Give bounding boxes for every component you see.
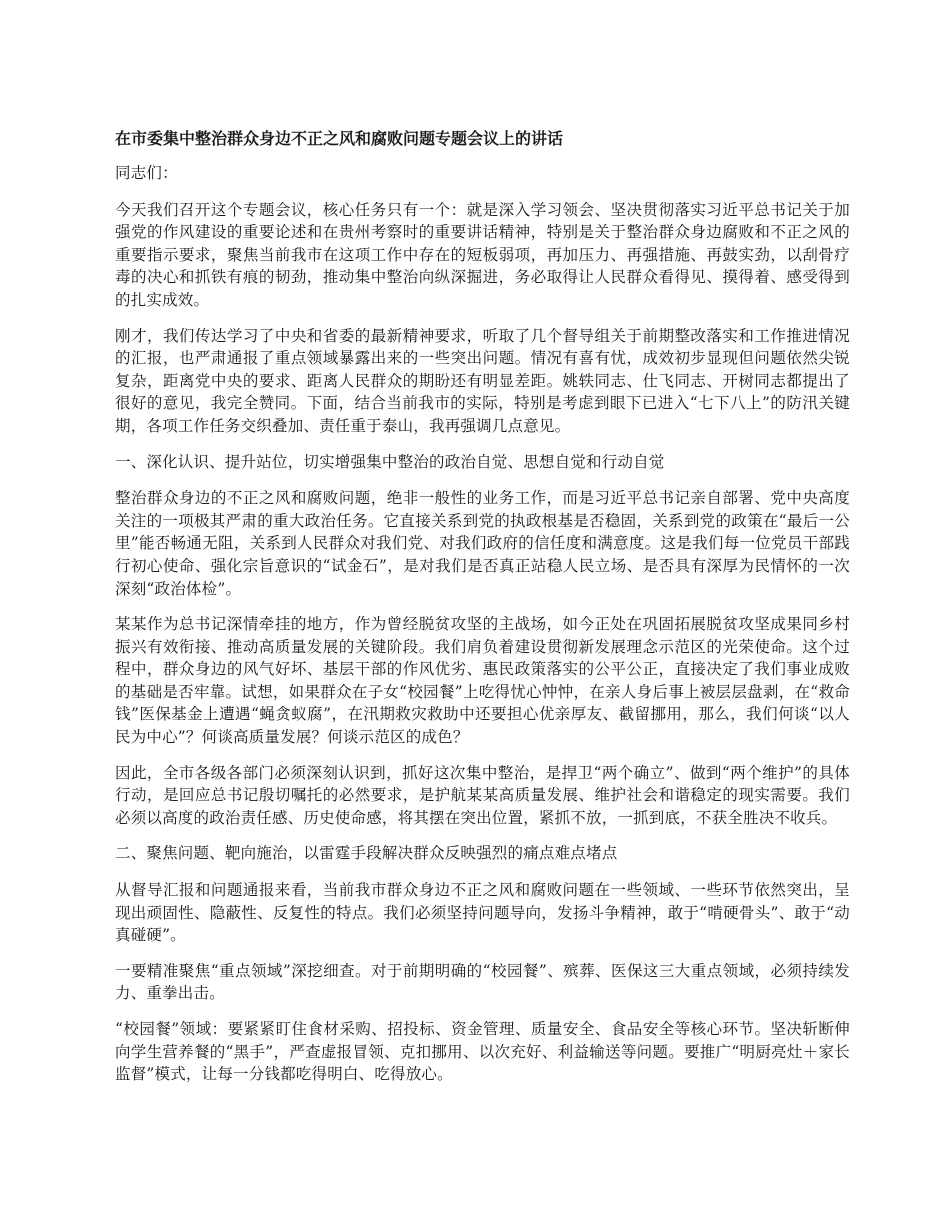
document-title: 在市委集中整治群众身边不正之风和腐败问题专题会议上的讲话: [115, 129, 564, 148]
section-2-heading: 二、聚焦问题、靶向施治，以雷霆手段解决群众反映强烈的痛点难点堵点: [115, 844, 618, 863]
salutation: 同志们：: [115, 164, 178, 182]
section-1-paragraph-2: 某某作为总书记深情牵挂的地方，作为曾经脱贫攻坚的主战场，如今正处在巩固拓展脱贫攻坚成果同乡村振兴有效衔接、推动高质量发展的关键阶段。我们肩负着建设贯彻新发展理念示范区的光荣使命。这个过程中，群众身边的风气好坏、基层干部的作风优劣、惠民政策落实的公平公正，直接决定了我们事业成败的基础是否牢靠。试想，如果群众在子女“校园餐”上吃得忧心忡忡，在亲人身后事上被层层盘剥，在“救命钱”医保基金上遭遇“蝇贪蚁腐”，在汛期救灾救助中还要担心优亲厚友、截留挪用，那么，我们何谈“以人民为中心”？何谈高质量发展？何谈示范区的成色？: [115, 615, 850, 747]
section-2-paragraph-3: “校园餐”领域：要紧紧盯住食材采购、招投标、资金管理、质量安全、食品安全等核心环节。坚决斩断伸向学生营养餐的“黑手”，严查虚报冒领、克扣挪用、以次充好、利益输送等问题。要推广“明厨亮灶＋家长监督”模式，让每一分钱都吃得明白、吃得放心。: [115, 1020, 850, 1084]
document-page: [115, 126, 850, 1099]
intro-paragraph-2: 刚才，我们传达学习了中央和省委的最新精神要求，听取了几个督导组关于前期整改落实和工作推进情况的汇报，也严肃通报了重点领域暴露出来的一些突出问题。情况有喜有忧，成效初步显现但问题依然尖锐复杂，距离党中央的要求、距离人民群众的期盼还有明显差距。姚轶同志、仕飞同志、开树同志都提出了很好的意见，我完全赞同。下面，结合当前我市的实际，特别是考虑到眼下已进入“七下八上”的防汛关键期，各项工作任务交织叠加、责任重于泰山，我再强调几点意见。: [115, 326, 850, 435]
section-1-paragraph-3: 因此，全市各级各部门必须深刻认识到，抓好这次集中整治，是捍卫“两个确立”、做到“两个维护”的具体行动，是回应总书记殷切嘱托的必然要求，是护航某某高质量发展、维护社会和谐稳定的现实需要。我们必须以高度的政治责任感、历史使命感，将其摆在突出位置，紧抓不放，一抓到底，不获全胜决不收兵。: [115, 763, 850, 827]
section-1-heading: 一、深化认识、提升站位，切实增强集中整治的政治自觉、思想自觉和行动自觉: [115, 452, 665, 471]
section-1-paragraph-1: 整治群众身边的不正之风和腐败问题，绝非一般性的业务工作，而是习近平总书记亲自部署、党中央高度关注的一项极其严肃的重大政治任务。它直接关系到党的执政根基是否稳固，关系到党的政策在“最后一公里”能否畅通无阻，关系到人民群众对我们党、对我们政府的信任度和满意度。这是我们每一位党员干部践行初心使命、强化宗旨意识的“试金石”，是对我们是否真正站稳人民立场、是否具有深厚为民情怀的一次深刻“政治体检”。: [115, 489, 850, 598]
section-2-paragraph-2: 一要精准聚焦“重点领域”深挖细查。对于前期明确的“校园餐”、殡葬、医保这三大重点领域，必须持续发力、重拳出击。: [115, 961, 850, 1003]
intro-paragraph-1: 今天我们召开这个专题会议，核心任务只有一个：就是深入学习领会、坚决贯彻落实习近平总书记关于加强党的作风建设的重要论述和在贵州考察时的重要讲话精神，特别是关于整治群众身边腐败和不正之风的重要指示要求，聚焦当前我市在这项工作中存在的短板弱项，再加压力、再强措施、再鼓实劲，以刮骨疗毒的决心和抓铁有痕的韧劲，推动集中整治向纵深掘进，务必取得让人民群众看得见、摸得着、感受得到的扎实成效。: [115, 200, 850, 309]
section-2-paragraph-1: 从督导汇报和问题通报来看，当前我市群众身边不正之风和腐败问题在一些领域、一些环节依然突出，呈现出顽固性、隐蔽性、反复性的特点。我们必须坚持问题导向，发扬斗争精神，敢于“啃硬骨头”、敢于“动真碰硬”。: [115, 881, 850, 945]
